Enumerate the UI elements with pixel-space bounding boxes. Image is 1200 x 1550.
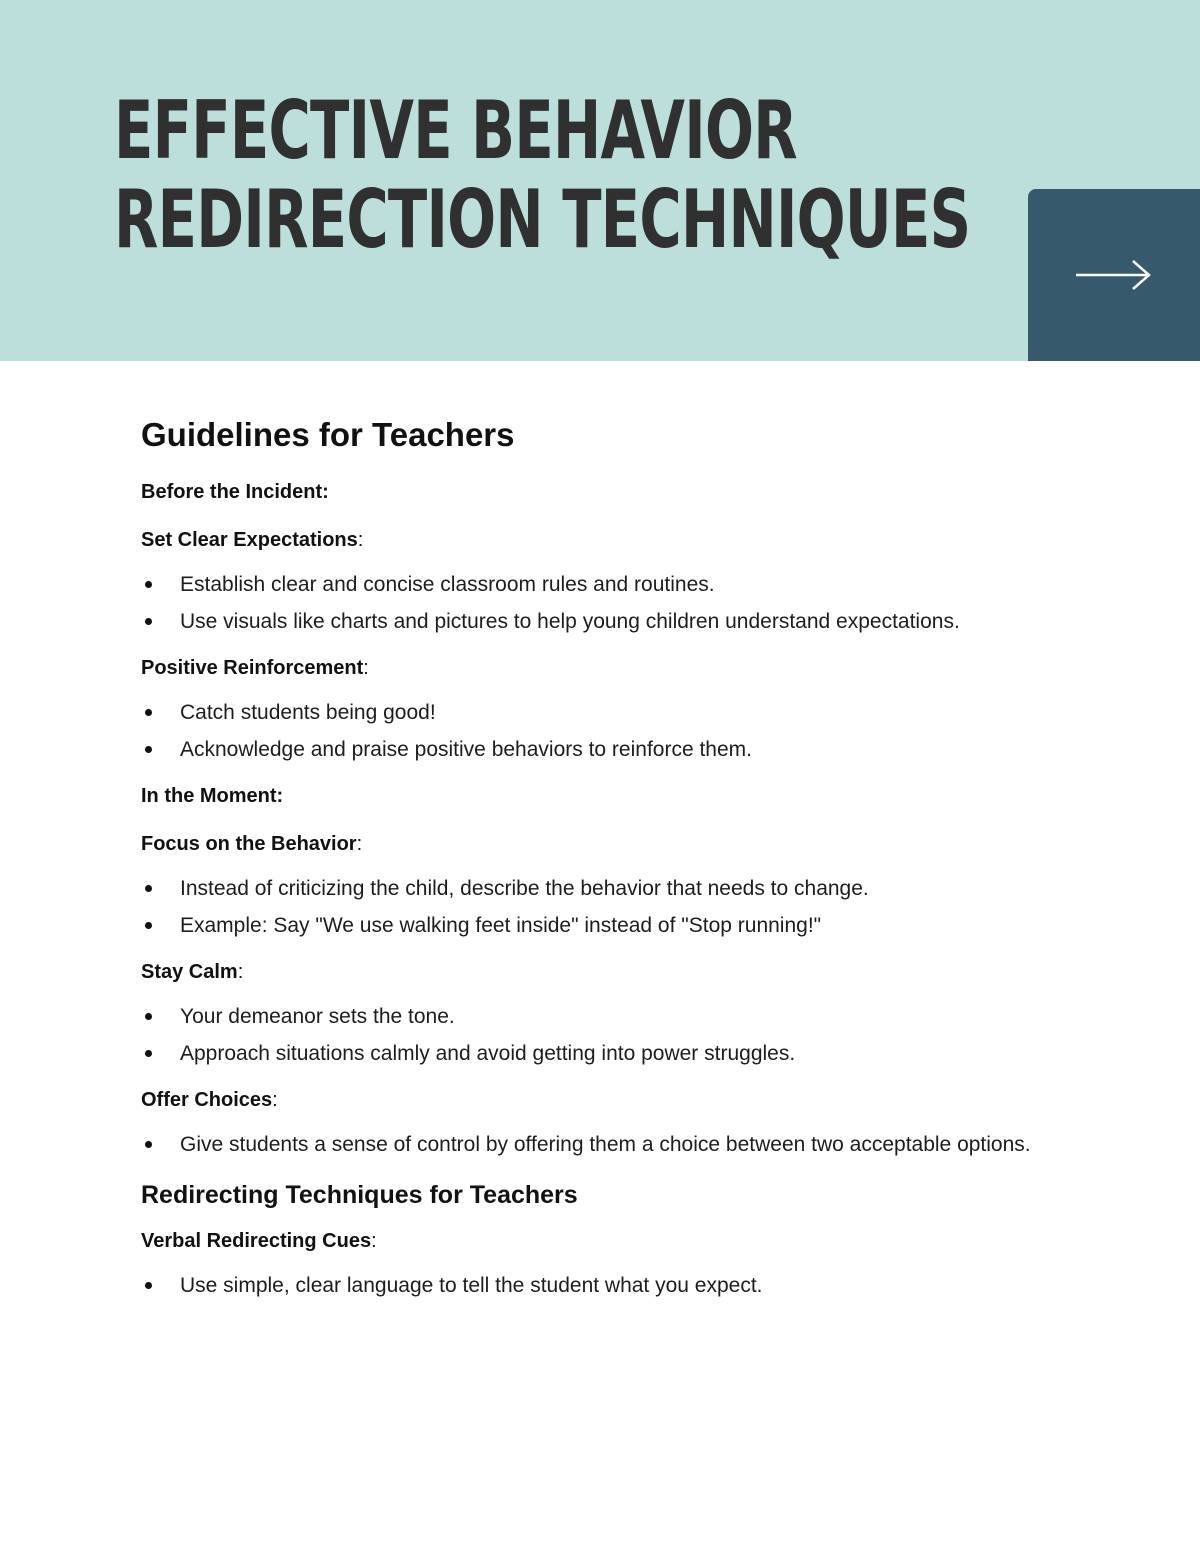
phase-label-in-the-moment: In the Moment: [141, 785, 284, 807]
bullet-list [141, 870, 1101, 944]
list-item: Catch students being good! [141, 694, 1101, 731]
bullet-list [141, 1267, 1101, 1304]
list-item: Instead of criticizing the child, describe the behavior that needs to change. [141, 870, 1101, 907]
list-item: Your demeanor sets the tone. [141, 998, 1101, 1035]
bullet-list [141, 998, 1101, 1072]
topic-focus-on-behavior: Focus on the Behavior: [141, 833, 363, 855]
list-item: Example: Say "We use walking feet inside" instead of "Stop running!" [141, 907, 1101, 944]
title-line-2: REDIRECTION TECHNIQUES [114, 173, 971, 266]
list-item: Use simple, clear language to tell the student what you expect. [141, 1267, 1101, 1304]
arrow-right-icon [1074, 257, 1154, 293]
next-page-button[interactable] [1028, 189, 1200, 361]
topic-set-clear-expectations: Set Clear Expectations: [141, 529, 364, 551]
list-item: Give students a sense of control by offering them a choice between two acceptable options. [141, 1126, 1101, 1163]
topic-offer-choices: Offer Choices: [141, 1089, 278, 1111]
topic-stay-calm: Stay Calm: [141, 961, 244, 983]
section-heading-redirecting: Redirecting Techniques for Teachers [141, 1181, 578, 1209]
section-heading-guidelines: Guidelines for Teachers [141, 416, 515, 453]
document-title [114, 86, 970, 264]
list-item: Approach situations calmly and avoid getting into power struggles. [141, 1035, 1101, 1072]
document-body [141, 412, 1101, 1304]
list-item: Acknowledge and praise positive behaviors to reinforce them. [141, 731, 1101, 768]
topic-positive-reinforcement: Positive Reinforcement: [141, 657, 369, 679]
topic-verbal-redirecting-cues: Verbal Redirecting Cues: [141, 1230, 377, 1252]
list-item: Use visuals like charts and pictures to help young children understand expectations. [141, 603, 1101, 640]
title-line-1: EFFECTIVE BEHAVIOR [114, 84, 797, 177]
bullet-list [141, 694, 1101, 768]
phase-label-before: Before the Incident: [141, 481, 329, 503]
list-item: Establish clear and concise classroom rules and routines. [141, 566, 1101, 603]
header-banner [0, 0, 1200, 361]
bullet-list [141, 566, 1101, 640]
bullet-list [141, 1126, 1101, 1163]
